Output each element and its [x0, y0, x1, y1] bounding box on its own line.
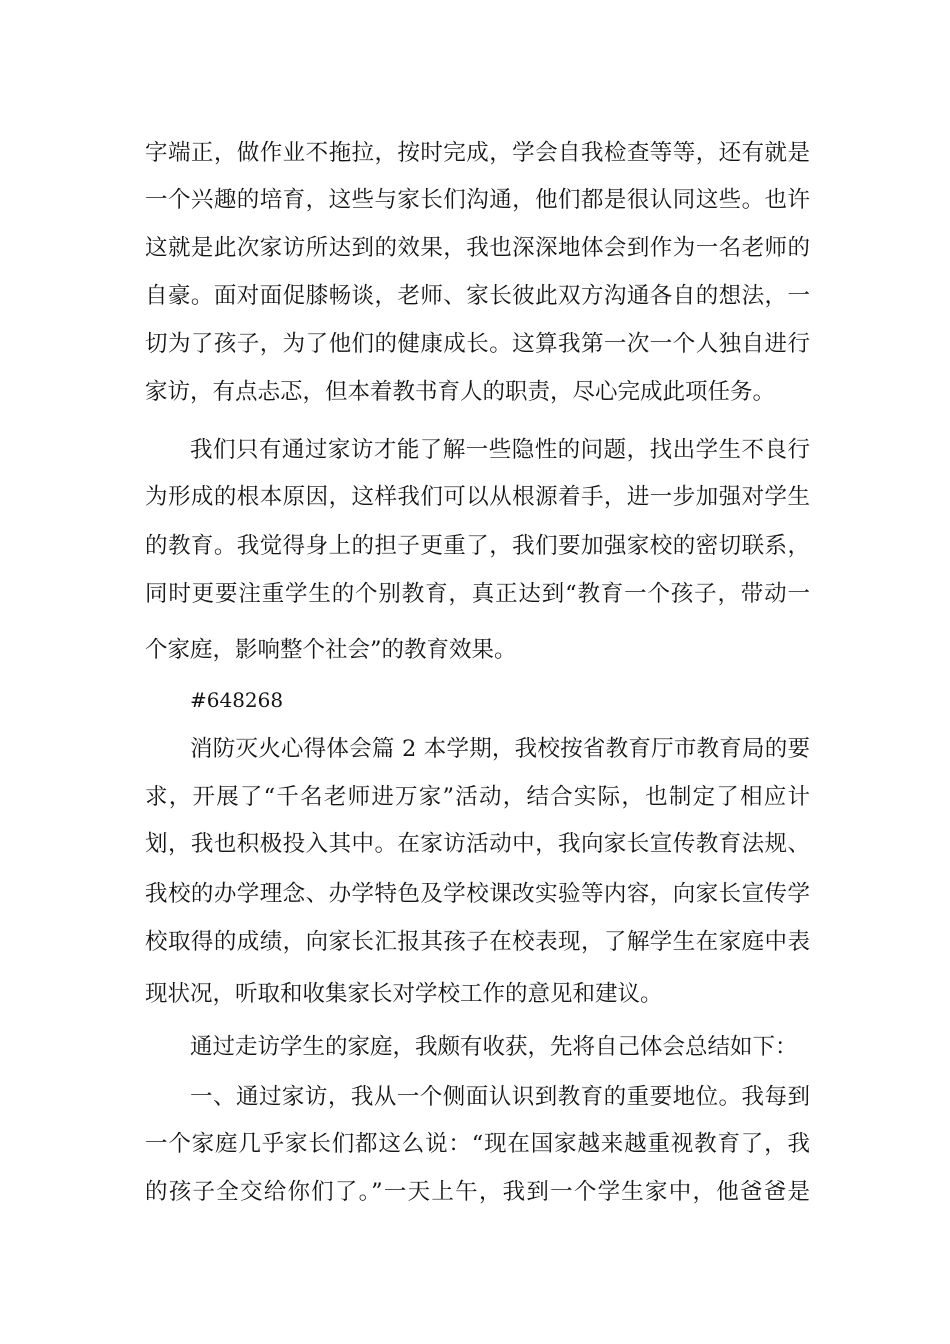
paragraph-line: 字端正，做作业不拖拉，按时完成，学会自我检查等等，还有就是 — [145, 140, 810, 166]
paragraph-line: 这就是此次家访所达到的效果，我也深深地体会到作为一名老师的 — [145, 235, 810, 261]
paragraph-line: 我们只有通过家访才能了解一些隐性的问题，找出学生不良行 — [190, 437, 810, 463]
paragraph-line: 校取得的成绩，向家长汇报其孩子在校表现，了解学生在家庭中表 — [145, 929, 810, 955]
paragraph-line: 同时更要注重学生的个别教育，真正达到“教育一个孩子，带动一 — [145, 581, 810, 607]
paragraph-line: 家访，有点忐忑，但本着教书育人的职责，尽心完成此项任务。 — [145, 379, 776, 405]
paragraph-line: 一个兴趣的培育，这些与家长们沟通，他们都是很认同这些。也许 — [145, 187, 810, 213]
paragraph-line: 自豪。面对面促膝畅谈，老师、家长彼此双方沟通各自的想法，一 — [145, 283, 810, 309]
document-tag: #648268 — [190, 688, 284, 712]
paragraph-line: 求，开展了“千名老师进万家”活动，结合实际，也制定了相应计 — [145, 784, 810, 810]
paragraph-line: 消防灭火心得体会篇 2 本学期，我校按省教育厅市教育局的要 — [190, 736, 810, 762]
paragraph-line: 通过走访学生的家庭，我颇有收获，先将自己体会总结如下： — [190, 1034, 798, 1060]
paragraph-line: 现状况，听取和收集家长对学校工作的意见和建议。 — [145, 981, 663, 1007]
paragraph-line: 划，我也积极投入其中。在家访活动中，我向家长宣传教育法规、 — [145, 831, 810, 857]
paragraph-line: 个家庭，影响整个社会”的教育效果。 — [145, 637, 517, 663]
paragraph-line: 为形成的根本原因，这样我们可以从根源着手，进一步加强对学生 — [145, 484, 810, 510]
paragraph-line: 一、通过家访，我从一个侧面认识到教育的重要地位。我每到 — [190, 1084, 810, 1110]
paragraph-line: 的教育。我觉得身上的担子更重了，我们要加强家校的密切联系， — [145, 533, 810, 559]
paragraph-line: 的孩子全交给你们了。”一天上午，我到一个学生家中，他爸爸是 — [145, 1179, 810, 1205]
paragraph-line: 一个家庭几乎家长们都这么说：“现在国家越来越重视教育了，我 — [145, 1131, 810, 1157]
paragraph-line: 切为了孩子，为了他们的健康成长。这算我第一次一个人独自进行 — [145, 331, 810, 357]
paragraph-line: 我校的办学理念、办学特色及学校课改实验等内容，向家长宣传学 — [145, 881, 810, 907]
